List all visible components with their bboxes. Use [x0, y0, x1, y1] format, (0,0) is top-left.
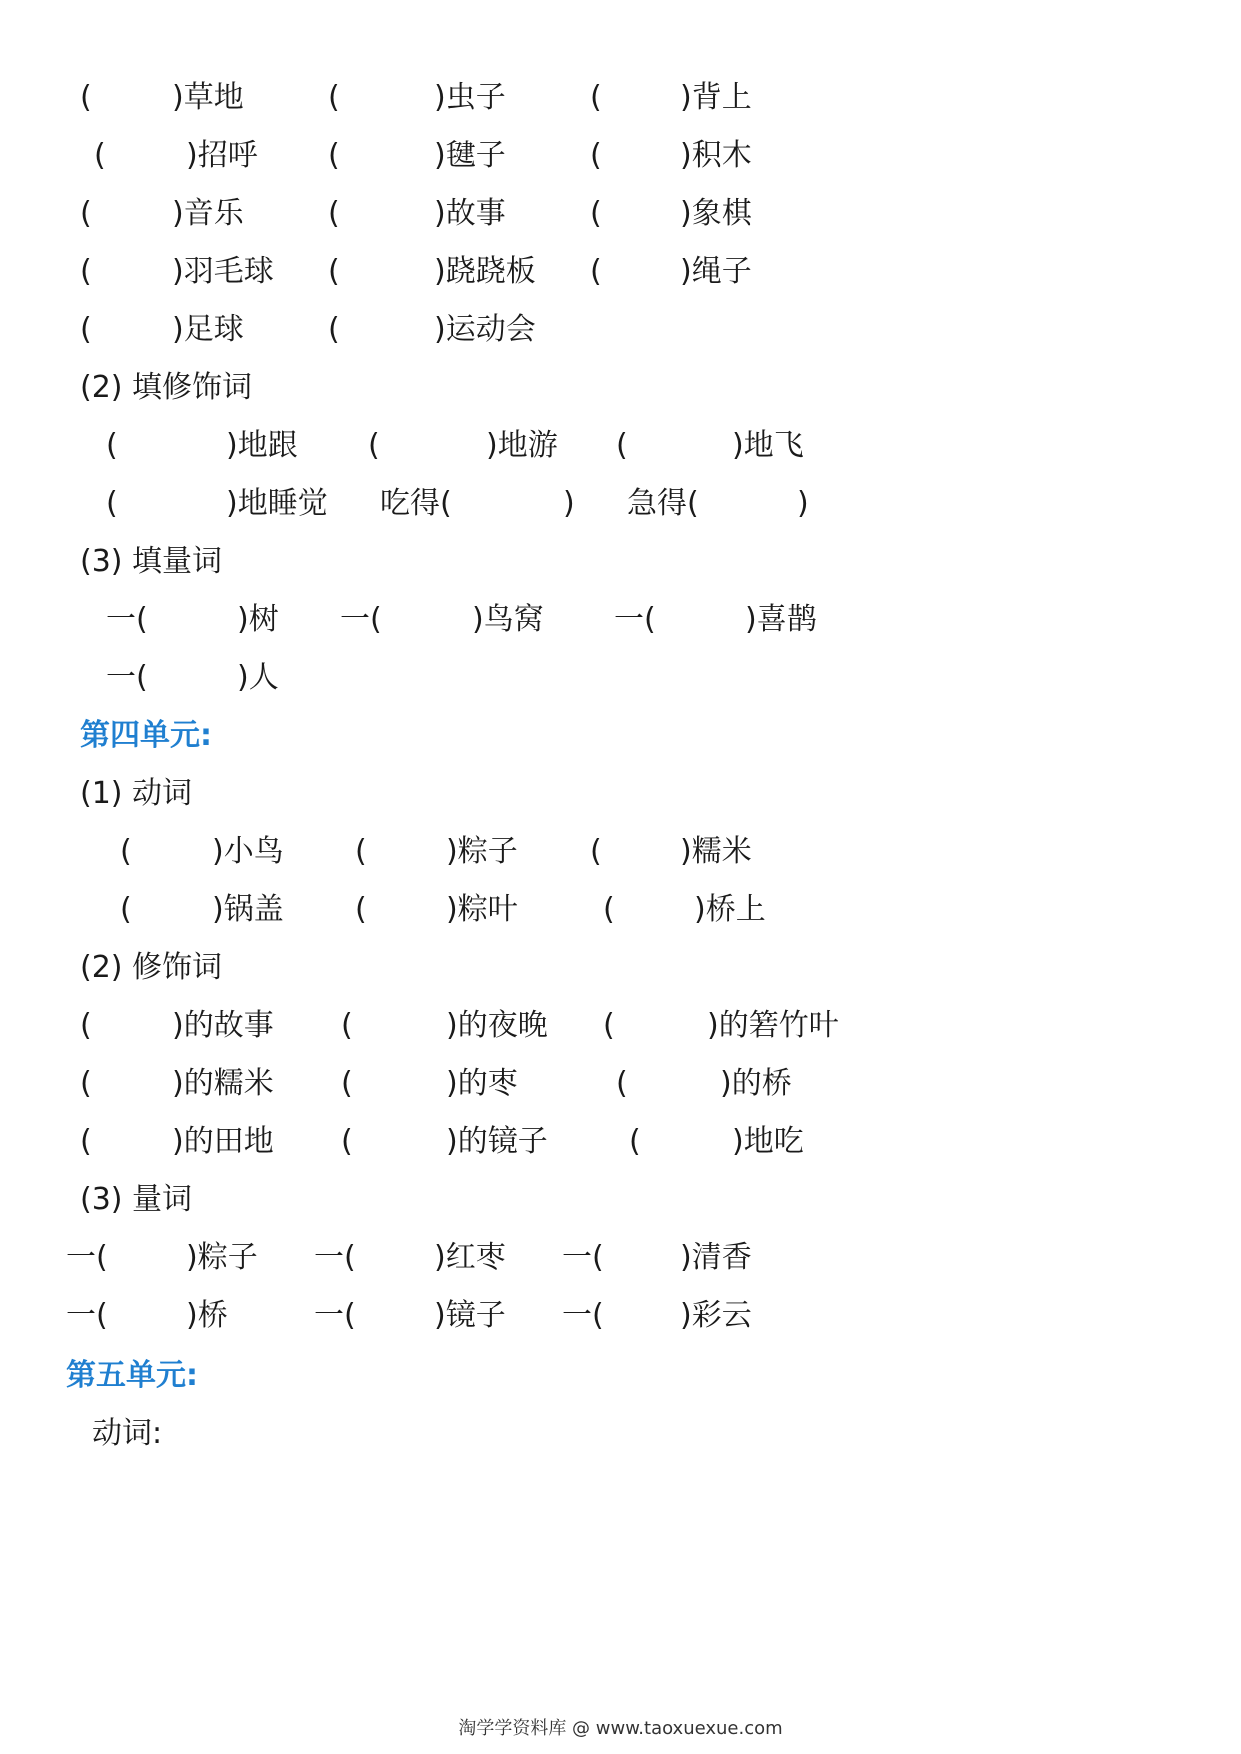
blank-close-word: )背上: [680, 80, 752, 115]
blank-close-word: )的镜子: [446, 1124, 548, 1159]
blank-close-word: )桥: [186, 1298, 228, 1333]
blank-close-word: )地游: [486, 428, 558, 463]
blank-open: (: [106, 428, 118, 463]
blank-close-word: )运动会: [434, 312, 536, 347]
blank-open: (: [616, 428, 628, 463]
blank-close-word: )象棋: [680, 196, 752, 231]
blank-close-word: )羽毛球: [172, 254, 274, 289]
blank-close-word: )人: [237, 660, 279, 695]
blank-close-word: )的箬竹叶: [707, 1008, 839, 1043]
blank-open: (: [590, 80, 602, 115]
blank-open: 一(: [66, 1298, 108, 1333]
blank-close-word: )糯米: [680, 834, 752, 869]
blank-open: 一(: [314, 1240, 356, 1275]
blank-open: 一(: [314, 1298, 356, 1333]
blank-close-word: )镜子: [434, 1298, 506, 1333]
blank-open: (: [590, 196, 602, 231]
blank-open: (: [80, 312, 92, 347]
blank-open: (: [341, 1124, 353, 1159]
blank-open: 一(: [340, 602, 382, 637]
blank-open: (: [120, 834, 132, 869]
section-heading: (2) 修饰词: [80, 950, 223, 985]
blank-close-word: )地飞: [732, 428, 804, 463]
blank-close-word: )锅盖: [212, 892, 284, 927]
blank-close-word: )鸟窝: [472, 602, 544, 637]
blank-close: ): [797, 486, 809, 521]
blank-close-word: )地跟: [226, 428, 298, 463]
blank-open: (: [80, 1008, 92, 1043]
blank-close-word: )粽叶: [446, 892, 518, 927]
blank-open: (: [80, 80, 92, 115]
blank-open: (: [629, 1124, 641, 1159]
blank-open: (: [106, 486, 118, 521]
blank-open: (: [120, 892, 132, 927]
blank-close-word: )足球: [172, 312, 244, 347]
blank-close-word: )绳子: [680, 254, 752, 289]
blank-open: 急得(: [627, 486, 699, 521]
blank-open: (: [328, 254, 340, 289]
blank-open: (: [603, 892, 615, 927]
blank-close-word: )虫子: [434, 80, 506, 115]
blank-close-word: )的田地: [172, 1124, 274, 1159]
blank-open: (: [341, 1008, 353, 1043]
footer-watermark: 淘学学资料库 @ www.taoxuexue.com: [458, 1718, 783, 1739]
blank-open: 一(: [614, 602, 656, 637]
blank-close-word: )粽子: [446, 834, 518, 869]
blank-open: (: [328, 138, 340, 173]
blank-close-word: )的枣: [446, 1066, 518, 1101]
blank-close-word: )的糯米: [172, 1066, 274, 1101]
section-heading: 动词:: [92, 1416, 163, 1451]
blank-close-word: )树: [237, 602, 279, 637]
blank-close-word: )红枣: [434, 1240, 506, 1275]
blank-open: 一(: [106, 660, 148, 695]
blank-open: 一(: [562, 1240, 604, 1275]
blank-close-word: )跷跷板: [434, 254, 536, 289]
blank-open: (: [80, 1124, 92, 1159]
blank-open: (: [590, 834, 602, 869]
blank-close-word: )清香: [680, 1240, 752, 1275]
blank-close-word: )的故事: [172, 1008, 274, 1043]
blank-close-word: )地吃: [732, 1124, 804, 1159]
blank-open: 一(: [106, 602, 148, 637]
blank-open: 吃得(: [380, 486, 452, 521]
blank-open: (: [590, 138, 602, 173]
blank-close-word: )小鸟: [212, 834, 284, 869]
blank-close-word: )音乐: [172, 196, 244, 231]
blank-open: (: [616, 1066, 628, 1101]
blank-close-word: )地睡觉: [226, 486, 328, 521]
blank-open: (: [80, 254, 92, 289]
blank-open: (: [355, 834, 367, 869]
section-heading: (3) 填量词: [80, 544, 223, 579]
blank-open: (: [341, 1066, 353, 1101]
blank-open: 一(: [66, 1240, 108, 1275]
blank-open: (: [603, 1008, 615, 1043]
blank-open: (: [328, 196, 340, 231]
section-heading: (1) 动词: [80, 776, 193, 811]
blank-close: ): [563, 486, 575, 521]
blank-close-word: )积木: [680, 138, 752, 173]
unit5-title: 第五单元:: [66, 1358, 198, 1393]
blank-close-word: )毽子: [434, 138, 506, 173]
blank-close-word: )彩云: [680, 1298, 752, 1333]
blank-open: (: [94, 138, 106, 173]
blank-open: (: [355, 892, 367, 927]
blank-close-word: )故事: [434, 196, 506, 231]
unit4-title: 第四单元:: [80, 718, 212, 753]
section-heading: (3) 量词: [80, 1182, 193, 1217]
blank-close-word: )草地: [172, 80, 244, 115]
blank-open: (: [368, 428, 380, 463]
blank-close-word: )喜鹊: [745, 602, 817, 637]
blank-open: 一(: [562, 1298, 604, 1333]
blank-close-word: )招呼: [186, 138, 258, 173]
blank-close-word: )的夜晚: [446, 1008, 548, 1043]
blank-open: (: [328, 80, 340, 115]
blank-close-word: )桥上: [694, 892, 766, 927]
blank-open: (: [590, 254, 602, 289]
blank-close-word: )粽子: [186, 1240, 258, 1275]
blank-open: (: [80, 196, 92, 231]
blank-close-word: )的桥: [720, 1066, 792, 1101]
blank-open: (: [328, 312, 340, 347]
section-heading: (2) 填修饰词: [80, 370, 253, 405]
blank-open: (: [80, 1066, 92, 1101]
